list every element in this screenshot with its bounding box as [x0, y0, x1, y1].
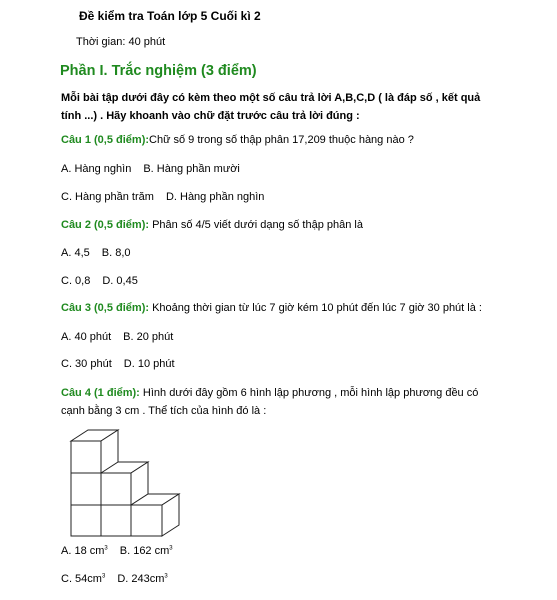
answer-3b[interactable]: B. 20 phút [123, 331, 174, 343]
answer-4b-text: B. 162 cm [119, 545, 170, 557]
question-2-answers-row-1 [61, 247, 131, 259]
answer-1a[interactable]: A. Hàng nghìn [61, 163, 132, 175]
exam-duration: Thời gian: 40 phút [76, 36, 166, 48]
answer-2d[interactable]: D. 0,45 [102, 275, 138, 287]
cube-front-face [101, 473, 131, 505]
answer-4d[interactable] [117, 573, 167, 585]
answer-3a[interactable]: A. 40 phút [61, 331, 112, 343]
answer-4a-text: A. 18 cm [61, 545, 105, 557]
cube-stack-figure [68, 427, 186, 537]
question-1-label: Câu 1 (0,5 điểm): [61, 134, 150, 146]
question-4 [61, 384, 501, 420]
question-1-text: Chữ số 9 trong số thập phân 17,209 thuộc hàng nào ? [149, 134, 414, 146]
cube-front-face [131, 505, 162, 536]
question-2-text: Phân số 4/5 viết dưới dạng số thập phân là [149, 219, 363, 231]
cube-front-face [71, 441, 101, 473]
answer-2b[interactable]: B. 8,0 [101, 247, 131, 259]
answer-2c[interactable]: C. 0,8 [61, 275, 91, 287]
answer-4c-text: C. 54cm [61, 573, 102, 585]
answer-3d[interactable]: D. 10 phút [123, 358, 175, 370]
answer-4d-exponent: 3 [164, 573, 168, 580]
question-2-answers-row-2 [61, 275, 138, 287]
question-1-answers-row-1 [61, 163, 240, 175]
answer-4b-exponent: 3 [169, 545, 173, 552]
answer-4a[interactable] [61, 545, 108, 557]
answer-4b[interactable] [120, 545, 173, 557]
question-3-label: Câu 3 (0,5 điểm): [61, 302, 150, 314]
cube-front-face [101, 505, 131, 536]
question-1-answers-row-2 [61, 191, 264, 203]
question-4-text: Hình dưới đây gồm 6 hình lập phương , mỗi hình lập phương đều có cạnh bằng 3 cm . Thể tích của hình đó là : [61, 387, 479, 417]
answer-4c[interactable] [61, 573, 105, 585]
question-4-answers-row-1 [61, 545, 173, 557]
question-2 [61, 219, 363, 231]
answer-2a[interactable]: A. 4,5 [61, 247, 90, 259]
answer-3c[interactable]: C. 30 phút [61, 358, 112, 370]
section-instruction: Mỗi bài tập dưới đây có kèm theo một số câu trả lời A,B,C,D ( là đáp số , kết quả tính ...) . Hãy khoanh vào chữ đặt trước câu trả lời đúng : [61, 92, 481, 122]
cube-front-face [71, 473, 101, 505]
document-title: Đề kiểm tra Toán lớp 5 Cuối kì 2 [79, 9, 261, 23]
question-3 [61, 302, 482, 314]
question-2-label: Câu 2 (0,5 điểm): [61, 219, 150, 231]
answer-4d-text: D. 243cm [117, 573, 165, 585]
answer-1b[interactable]: B. Hàng phần mười [143, 163, 240, 175]
answer-1d[interactable]: D. Hàng phần nghìn [165, 191, 265, 203]
question-4-answers-row-2 [61, 573, 168, 585]
answer-4c-exponent: 3 [101, 573, 106, 580]
question-3-text: Khoảng thời gian từ lúc 7 giờ kém 10 phút đến lúc 7 giờ 30 phút là : [149, 302, 482, 314]
answer-1c[interactable]: C. Hàng phần trăm [61, 191, 154, 203]
question-3-answers-row-1 [61, 331, 173, 343]
cube-front-face [71, 505, 101, 536]
question-1 [61, 134, 414, 146]
section-title: Phần I. Trắc nghiệm (3 điểm) [60, 63, 257, 79]
question-4-label: Câu 4 (1 điểm): [61, 387, 140, 399]
question-3-answers-row-2 [61, 358, 175, 370]
answer-4a-exponent: 3 [104, 545, 108, 552]
